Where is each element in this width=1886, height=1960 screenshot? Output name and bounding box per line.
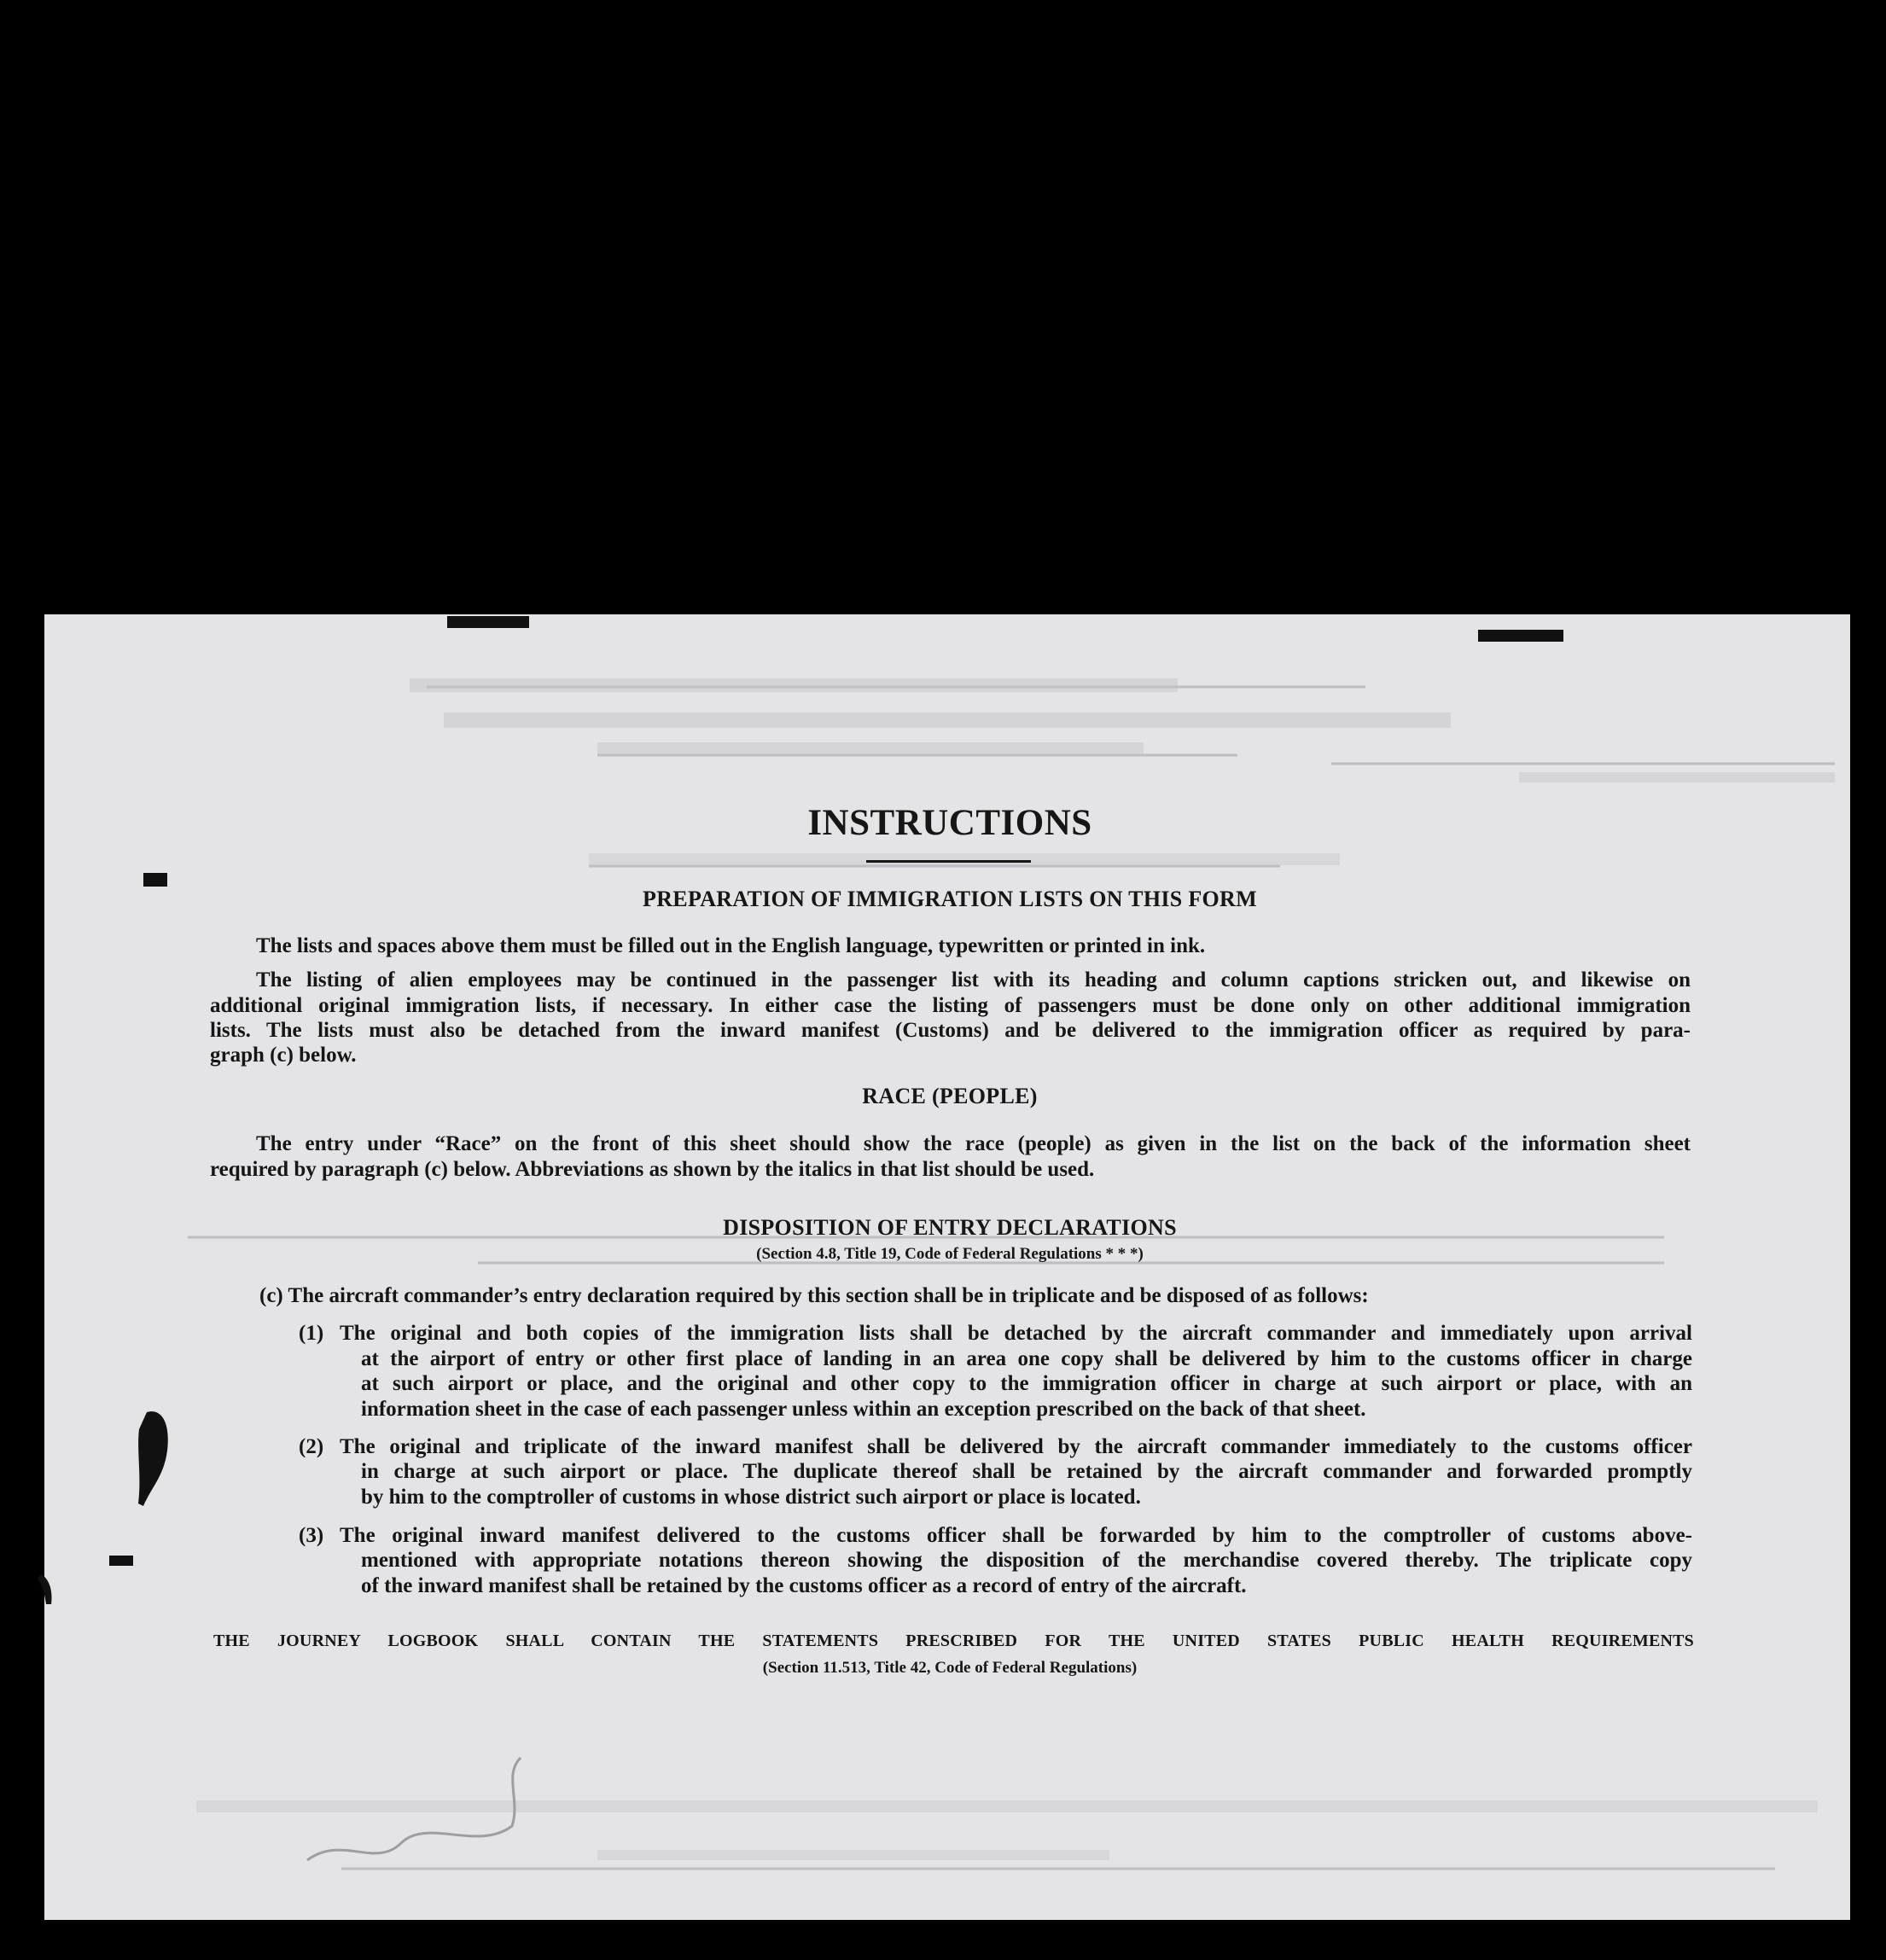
item-2-number: (2) [299,1435,324,1458]
prep-line-4: lists. The lists must also be detached from the inward manifest (Customs) and be delivered to the immigration officer as required by para- [210,1019,1691,1042]
item-1-line-3: at such airport or place, and the original and other copy to the immigration officer in charge at such airport or place, with an [361,1372,1692,1395]
item-2-line-1: The original and triplicate of the inward manifest shall be delivered by the aircraft commander immediately to the customs officer [340,1435,1692,1458]
race-line-1: The entry under “Race” on the front of this sheet should show the race (people) as given in the list on the back of the information sheet [256,1132,1691,1155]
logbook-requirement: THE JOURNEY LOGBOOK SHALL CONTAIN THE STATEMENTS PRESCRIBED FOR THE UNITED STATES PUBLIC HEALTH REQUIREMENTS [213,1631,1694,1650]
item-3-line-2: mentioned with appropriate notations thereon showing the disposition of the merchandise covered thereby. The triplicate copy [361,1549,1692,1572]
item-1-number: (1) [299,1322,324,1345]
item-3-number: (3) [299,1524,324,1547]
item-2-line-3: by him to the comptroller of customs in whose district such airport or place is located. [361,1486,1141,1509]
item-3-line-1: The original inward manifest delivered to the customs officer shall be forwarded by him to the comptroller of customs above- [340,1524,1692,1547]
disposition-citation: (Section 4.8, Title 19, Code of Federal Regulations * * *) [756,1245,1144,1263]
title-underline [866,860,1031,863]
prep-line-5: graph (c) below. [210,1044,357,1067]
item-3-line-3: of the inward manifest shall be retained by the customs officer as a record of entry of the aircraft. [361,1574,1247,1597]
heading-race: RACE (PEOPLE) [862,1084,1038,1108]
heading-preparation: PREPARATION OF IMMIGRATION LISTS ON THIS FORM [643,887,1257,911]
logbook-citation: (Section 11.513, Title 42, Code of Federal Regulations) [762,1659,1138,1677]
race-line-2: required by paragraph (c) below. Abbreviations as shown by the italics in that list should be used. [210,1158,1095,1181]
item-2-line-2: in charge at such airport or place. The duplicate thereof shall be retained by the aircraft commander and forwarded promptly [361,1460,1692,1483]
prep-line-3: additional original immigration lists, if necessary. In either case the listing of passengers must be done only on other additional immigration [210,994,1691,1017]
page-title: INSTRUCTIONS [807,803,1092,843]
item-1-line-1: The original and both copies of the immigration lists shall be detached by the aircraft commander and immediately upon arrival [340,1322,1692,1345]
prep-line-2: The listing of alien employees may be continued in the passenger list with its heading and column captions stricken out, and likewise on [256,968,1691,992]
heading-disposition: DISPOSITION OF ENTRY DECLARATIONS [723,1215,1177,1240]
item-1-line-4: information sheet in the case of each passenger unless within an exception prescribed on the back of that sheet. [361,1398,1366,1421]
item-1-line-2: at the airport of entry or other first place of landing in an area one copy shall be delivered by him to the customs officer in charge [361,1347,1692,1370]
prep-line-1: The lists and spaces above them must be filled out in the English language, typewritten or printed in ink. [256,934,1206,957]
paragraph-c: (c) The aircraft commander’s entry declaration required by this section shall be in triplicate and be disposed of as follows: [259,1284,1369,1307]
